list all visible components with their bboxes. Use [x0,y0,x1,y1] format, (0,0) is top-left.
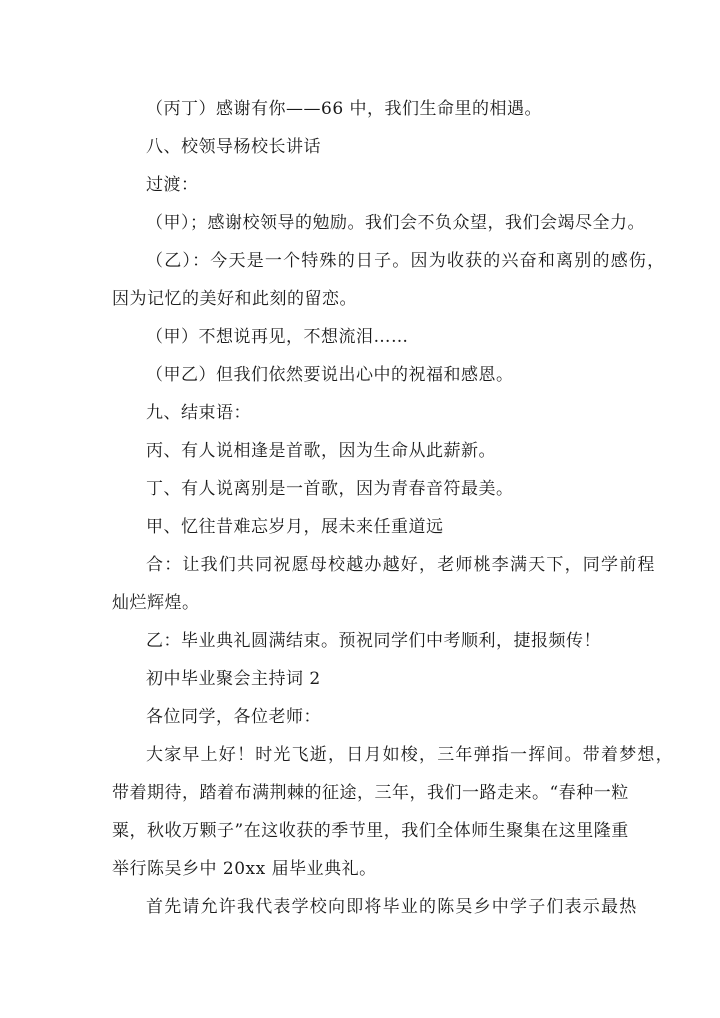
text-line: 过渡： [146,175,199,195]
text-line: 大家早上好！时光飞逝，日月如梭，三年弹指一挥间。带着梦想， [146,745,674,765]
text-line: （丙丁）感谢有你——66 中，我们生命里的相遇。 [146,99,543,119]
text-line: 粟，秋收万颗子”在这收获的季节里，我们全体师生聚集在这里隆重 [112,821,629,841]
text-line: 举行陈吴乡中 20xx 届毕业典礼。 [112,859,377,879]
text-line: 因为记忆的美好和此刻的留恋。 [112,289,357,309]
text-line: 丙、有人说相逢是首歌，因为生命从此薪新。 [146,441,496,461]
text-line: （甲）；感谢校领导的勉励。我们会不负众望，我们会竭尽全力。 [146,213,645,233]
section-heading: 初中毕业聚会主持词 2 [146,669,321,689]
text-line: （甲乙）但我们依然要说出心中的祝福和感恩。 [146,365,514,385]
text-line: （甲）不想说再见，不想流泪…… [146,327,409,347]
text-line: 灿烂辉煌。 [112,593,200,613]
section-heading: 九、结束语： [146,403,251,423]
text-line: 甲、忆往昔难忘岁月，展未来任重道远 [146,517,444,537]
text-line: 首先请允许我代表学校向即将毕业的陈吴乡中学子们表示最热 [146,897,638,917]
text-line: 各位同学，各位老师： [146,707,321,727]
text-line: 合：让我们共同祝愿母校越办越好，老师桃李满天下，同学前程 [146,555,656,575]
text-line: （乙）：今天是一个特殊的日子。因为收获的兴奋和离别的感伤， [146,251,666,271]
text-line: 带着期待，踏着布满荆棘的征途，三年，我们一路走来。“春种一粒 [112,783,629,803]
section-heading: 八、校领导杨校长讲话 [146,137,321,157]
text-line: 丁、有人说离别是一首歌，因为青春音符最美。 [146,479,514,499]
text-line: 乙：毕业典礼圆满结束。预祝同学们中考顺利，捷报频传！ [146,631,601,651]
